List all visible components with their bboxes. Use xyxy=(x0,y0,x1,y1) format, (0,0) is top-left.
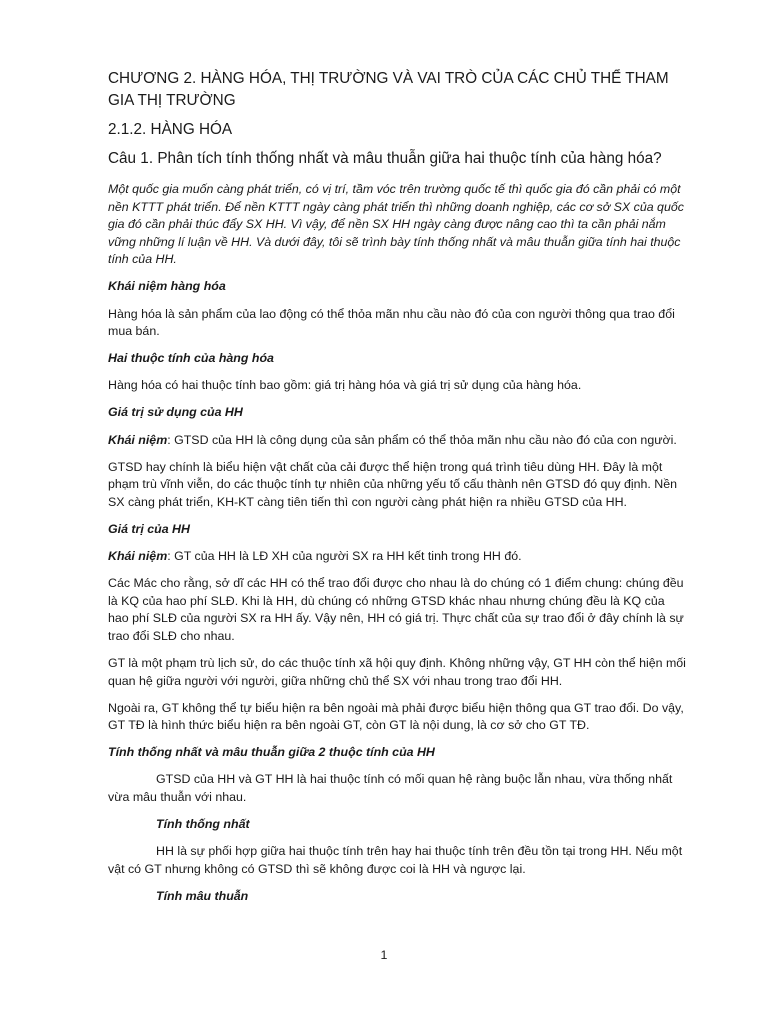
heading-use-value: Giá trị sử dụng của HH xyxy=(108,405,243,420)
page-content xyxy=(108,68,688,915)
value-definition xyxy=(108,548,688,566)
value-paragraph-1: Các Mác cho rằng, sở dĩ các HH có thể trao đổi được cho nhau là do chúng có 1 điểm chung: chúng đều là KQ của hao phí SLĐ. Khi là HH, dù chúng có những GTSD khác nhau nhưng chúng đều là KQ của hao phí SLĐ của người SX ra HH ấy. Vậy nên, HH có giá trị. Thực chất của sự trao đổi ở đây chính là sự trao đổi SLĐ cho nhau. xyxy=(108,576,684,643)
value-def-text: : GT của HH là LĐ XH của người SX ra HH kết tinh trong HH đó. xyxy=(167,549,522,563)
chapter-title: CHƯƠNG 2. HÀNG HÓA, THỊ TRƯỜNG VÀ VAI TRÒ CỦA CÁC CHỦ THỂ THAM GIA THỊ TRƯỜNG xyxy=(108,70,669,109)
use-value-label: Khái niệm xyxy=(108,432,168,447)
page-number: 1 xyxy=(380,948,388,962)
intro-paragraph: Một quốc gia muốn càng phát triển, có vị trí, tầm vóc trên trường quốc tế thì quốc gia đó cần phải có một nền KTTT phát triển. Để nền KTTT ngày càng phát triển thì những doanh nghiệp, các cơ sở SX của quốc gia đó cần phải thúc đẩy SX HH. Vì vậy, để nền SX HH ngày càng được nâng cao thì ta cần phải nắm vững những lí luận về HH. Và dưới đây, tôi sẽ trình bày tính thống nhất và mâu thuẫn giữa tính hai thuộc tính của HH. xyxy=(108,182,684,267)
heading-unity: Tính thống nhất xyxy=(156,817,250,832)
two-attributes-paragraph: Hàng hóa có hai thuộc tính bao gồm: giá trị hàng hóa và giá trị sử dụng của hàng hóa. xyxy=(108,378,582,393)
use-value-definition xyxy=(108,432,688,450)
heading-two-attributes: Hai thuộc tính của hàng hóa xyxy=(108,351,274,366)
heading-unity-conflict: Tính thống nhất và mâu thuẫn giữa 2 thuộc tính của HH xyxy=(108,745,435,760)
section-title: 2.1.2. HÀNG HÓA xyxy=(108,121,233,138)
value-label: Khái niệm xyxy=(108,549,168,563)
value-paragraph-3: Ngoài ra, GT không thể tự biểu hiện ra bên ngoài mà phải được biểu hiện thông qua GT trao đổi. Do vậy, GT TĐ là hình thức biểu hiện ra bên ngoài GT, còn GT là nội dung, là cơ sở cho GT TĐ. xyxy=(108,700,684,733)
use-value-paragraph: GTSD hay chính là biểu hiện vật chất của cải được thể hiện trong quá trình tiêu dùng HH. Đây là một phạm trù vĩnh viễn, do các thuộc tính tự nhiên của những yếu tố cấu thành nên GTSD đó quy định. Nền SX càng phát triển, KH-KT càng tiên tiến thì con người càng phát hiện ra nhiều GTSD của HH. xyxy=(108,459,678,509)
use-value-def-text: : GTSD của HH là công dụng của sản phẩm có thể thỏa mãn nhu cầu nào đó của con người. xyxy=(167,432,677,447)
unity-paragraph: HH là sự phối hợp giữa hai thuộc tính trên hay hai thuộc tính trên đều tồn tại trong HH. Nếu một vật có GT nhưng không có GTSD thì sẽ không được coi là HH và ngược lại. xyxy=(108,844,683,876)
question-title: Câu 1. Phân tích tính thống nhất và mâu thuẫn giữa hai thuộc tính của hàng hóa? xyxy=(108,150,662,167)
heading-concept: Khái niệm hàng hóa xyxy=(108,279,226,294)
heading-value: Giá trị của HH xyxy=(108,521,190,536)
concept-paragraph: Hàng hóa là sản phẩm của lao động có thể thỏa mãn nhu cầu nào đó của con người thông qua trao đổi mua bán. xyxy=(108,306,675,339)
unity-conflict-paragraph: GTSD của HH và GT HH là hai thuộc tính có mối quan hệ ràng buộc lẫn nhau, vừa thống nhất vừa mâu thuẫn với nhau. xyxy=(108,772,673,805)
heading-conflict: Tính mâu thuẫn xyxy=(156,888,249,903)
value-paragraph-2: GT là một phạm trù lịch sử, do các thuộc tính xã hội quy định. Không những vậy, GT HH còn thể hiện mối quan hệ giữa người với người, giữa những chủ thể SX với nhau trong trao đổi HH. xyxy=(108,655,686,688)
